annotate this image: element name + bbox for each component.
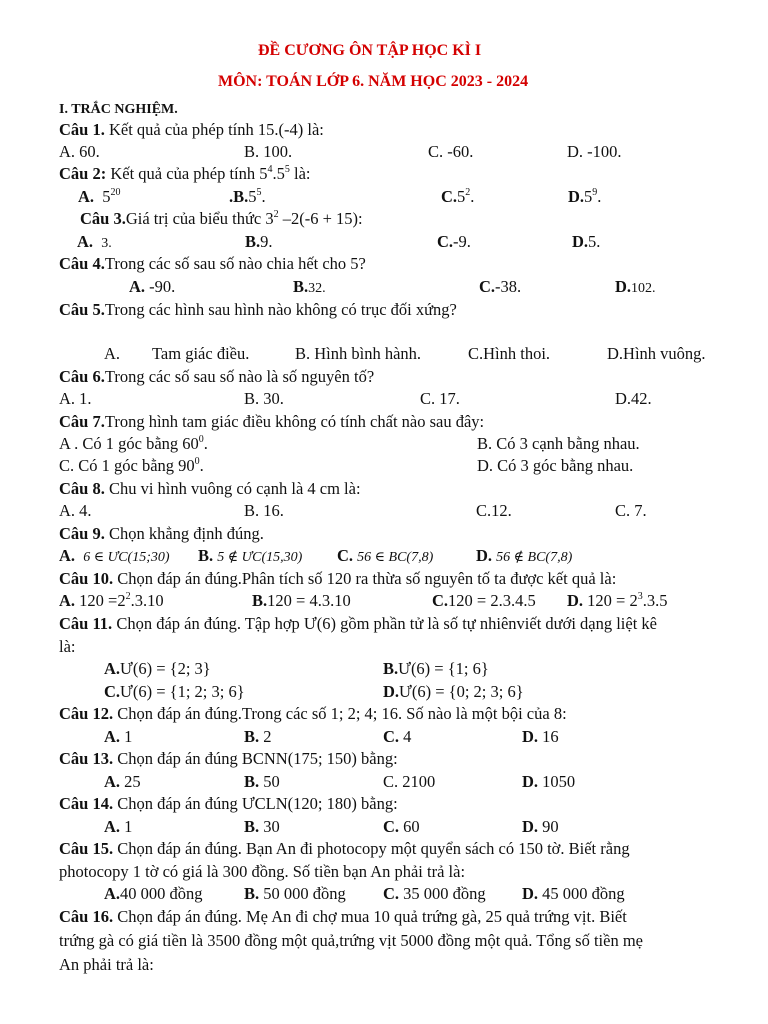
q7-option-a: A . Có 1 góc bằng $60^0$.	[59, 433, 208, 453]
question-15-cont: photocopy 1 tờ có giá là 300 đồng. Số tiền bạn An phải trả là:	[59, 862, 466, 881]
question-16-cont: trứng gà có giá tiền là 3500 đồng một quả,trứng vịt 5000 đồng một quả. Tổng số tiền mẹ	[59, 931, 644, 950]
question-10: Câu 10. Chọn đáp án đúng.Phân tích số 120 ra thừa số nguyên tố ta được kết quả là:	[59, 569, 617, 588]
document-title: ĐỀ CƯƠNG ÔN TẬP HỌC KÌ I	[258, 42, 482, 59]
q2-option-b: $.B.5^5$.	[229, 186, 266, 206]
q7-option-d: D. Có 3 góc bằng nhau.	[477, 456, 634, 475]
question-4: Câu 4.Trong các số sau số nào chia hết cho 5?	[59, 254, 366, 273]
q6-option-c: C. 17.	[420, 389, 460, 408]
q14-option-c: C. 60	[383, 817, 420, 836]
q11-option-a: A.Ư(6) = {2; 3}	[104, 659, 211, 678]
q13-option-a: A. 25	[104, 772, 141, 791]
q14-option-b: B. 30	[244, 817, 280, 836]
q9-option-c: C. 56 ∈ BC(7,8)	[337, 546, 434, 565]
question-1: Câu 1. Kết quả của phép tính 15.(-4) là:	[59, 120, 324, 139]
question-16: Câu 16. Chọn đáp án đúng. Mẹ An đi chợ mua 10 quả trứng gà, 25 quả trứng vịt. Biết	[59, 907, 627, 926]
document-subtitle: MÔN: TOÁN LỚP 6. NĂM HỌC 2023 - 2024	[218, 73, 529, 90]
q10-option-c: C.120 = 2.3.4.5	[432, 591, 536, 610]
question-9: Câu 9. Chọn khẳng định đúng.	[59, 524, 264, 543]
question-12: Câu 12. Chọn đáp án đúng.Trong các số 1; 2; 4; 16. Số nào là một bội của 8:	[59, 704, 567, 723]
q15-option-a: A.40 000 đồng	[104, 884, 203, 903]
q6-option-d: D.42.	[615, 389, 652, 408]
q10-option-a: A. $120 =2^2.3.10$	[59, 590, 164, 610]
q8-option-d: C. 7.	[615, 501, 647, 520]
q15-option-c: C. 35 000 đồng	[383, 884, 486, 903]
q8-option-b: B. 16.	[244, 501, 284, 520]
q6-option-b: B. 30.	[244, 389, 284, 408]
q2-option-a: A. $5^{20}$	[78, 186, 121, 206]
question-14: Câu 14. Chọn đáp án đúng ƯCLN(120; 180) bằng:	[59, 794, 398, 813]
q5-option-b: B. Hình bình hành.	[295, 344, 422, 363]
q8-option-a: A. 4.	[59, 501, 92, 520]
question-16-cont2: An phải trả là:	[59, 955, 154, 974]
q3-option-c: C.-9.	[437, 232, 471, 251]
q13-option-b: B. 50	[244, 772, 280, 791]
q2-option-c: $C.5^2$.	[441, 186, 475, 206]
q12-option-d: D. 16	[522, 727, 559, 746]
q7-option-b: B. Có 3 cạnh bằng nhau.	[477, 434, 640, 453]
question-13: Câu 13. Chọn đáp án đúng BCNN(175; 150) bằng:	[59, 749, 398, 768]
q12-option-b: B. 2	[244, 727, 272, 746]
q2-option-d: $D.5^9$.	[568, 186, 602, 206]
question-15: Câu 15. Chọn đáp án đúng. Bạn An đi photocopy một quyển sách có 150 tờ. Biết rằng	[59, 839, 630, 858]
q1-option-a: A. 60.	[59, 142, 100, 161]
q1-option-c: C. -60.	[428, 142, 474, 161]
q8-option-c: C.12.	[476, 501, 512, 520]
q9-option-b: B. 5 ∉ ƯC(15,30)	[198, 546, 303, 565]
q4-option-a: A. -90.	[129, 277, 176, 296]
question-11: Câu 11. Chọn đáp án đúng. Tập hợp Ư(6) gồm phần tử là số tự nhiênviết dưới dạng liệt kê	[59, 614, 658, 633]
q10-option-d: D. $120 = 2^3.3.5$	[567, 590, 668, 610]
q5-option-c: C.Hình thoi.	[468, 344, 551, 363]
q11-option-b: B.Ư(6) = {1; 6}	[383, 659, 489, 678]
q4-option-d: D.102.	[615, 277, 656, 296]
q5-option-a: Tam giác điều.	[152, 344, 250, 363]
q4-option-c: C.-38.	[479, 277, 522, 296]
question-7: Câu 7.Trong hình tam giác điều không có tính chất nào sau đây:	[59, 412, 485, 431]
q6-option-a: A. 1.	[59, 389, 92, 408]
q11-option-d: D.Ư(6) = {0; 2; 3; 6}	[383, 682, 524, 701]
q3-option-d: D.5.	[572, 232, 601, 251]
section-heading: I. TRẮC NGHIỆM.	[59, 102, 178, 117]
q7-option-c: C. Có 1 góc bằng $90^0$.	[59, 455, 204, 475]
q1-option-b: B. 100.	[244, 142, 293, 161]
q11-option-c: C.Ư(6) = {1; 2; 3; 6}	[104, 682, 245, 701]
q9-option-d: D. 56 ∉ BC(7,8)	[476, 546, 573, 565]
q14-option-a: A. 1	[104, 817, 133, 836]
q4-option-b: B.32.	[293, 277, 326, 296]
q12-option-c: C. 4	[383, 727, 412, 746]
q10-option-b: B.120 = 4.3.10	[252, 591, 351, 610]
q15-option-b: B. 50 000 đồng	[244, 884, 346, 903]
q5-option-a-label: A.	[104, 344, 121, 363]
question-3: Câu 3.Giá trị của biểu thức $3^2$ –2(-6 + 15):	[80, 208, 363, 228]
q12-option-a: A. 1	[104, 727, 133, 746]
question-2: Câu 2: Kết quả của phép tính $5^4.5^5$ là:	[59, 163, 311, 183]
q13-option-d: D. 1050	[522, 772, 576, 791]
question-11-cont: là:	[59, 637, 76, 656]
q5-option-d: D.Hình vuông.	[607, 344, 706, 363]
q3-option-a: A. 3.	[77, 232, 112, 251]
question-5: Câu 5.Trong các hình sau hình nào không có trục đối xứng?	[59, 300, 457, 319]
q14-option-d: D. 90	[522, 817, 559, 836]
question-8: Câu 8. Chu vi hình vuông có cạnh là 4 cm là:	[59, 479, 361, 498]
question-6: Câu 6.Trong các số sau số nào là số nguyên tố?	[59, 367, 375, 386]
q13-option-c: C. 2100	[383, 772, 436, 791]
q3-option-b: B.9.	[245, 232, 273, 251]
q9-option-a: A. 6 ∈ ƯC(15;30)	[59, 546, 170, 565]
q15-option-d: D. 45 000 đồng	[522, 884, 625, 903]
q1-option-d: D. -100.	[567, 142, 622, 161]
